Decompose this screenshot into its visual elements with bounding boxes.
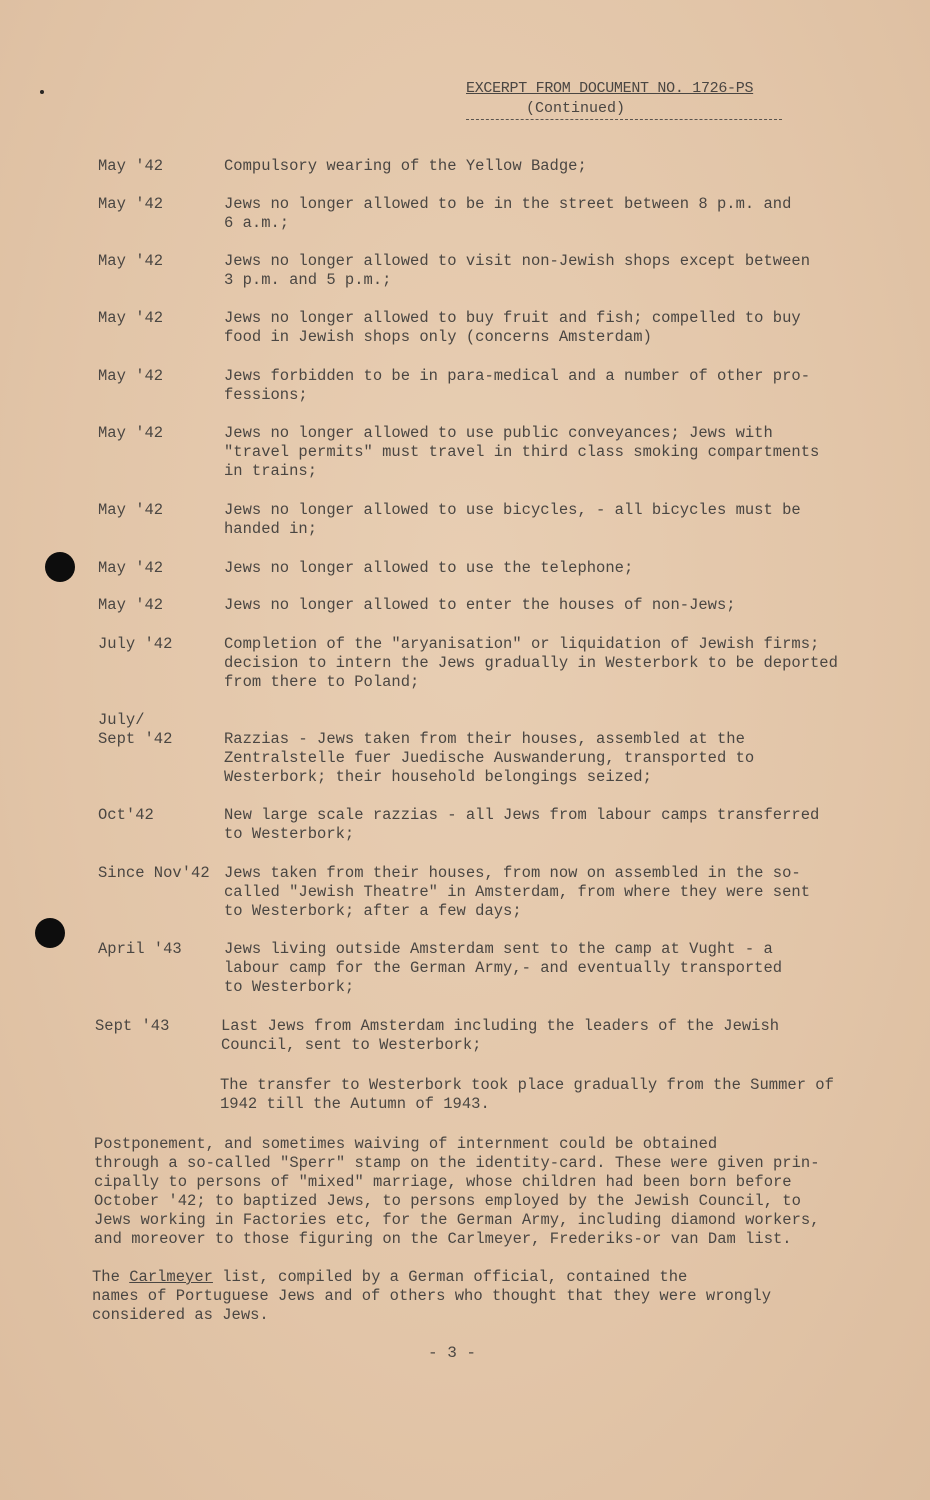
paper-speck [40, 90, 44, 94]
entry-text: Jews living outside Amsterdam sent to the camp at Vught - a labour camp for the German Army,- and eventually transported to Westerbork; [224, 940, 783, 996]
header-subtitle: (Continued) [466, 99, 782, 120]
carlmeyer-rest: list, compiled by a German official, contained the names of Portuguese Jews and of others who thought that they were wrongly considered as Jews. [92, 1268, 772, 1324]
timeline-entry [98, 940, 868, 997]
entry-date: May '42 [98, 309, 164, 327]
page-number: - 3 - [428, 1344, 477, 1362]
entry-date: Since Nov'42 [98, 864, 210, 882]
entry-date: July '42 [98, 635, 173, 653]
entry-date: July/ Sept '42 [98, 711, 173, 748]
timeline-entry [98, 864, 868, 921]
entry-text: Jews no longer allowed to buy fruit and fish; compelled to buy food in Jewish shops only (concerns Amsterdam) [224, 309, 801, 346]
transfer-note: The transfer to Westerbork took place gradually from the Summer of 1942 till the Autumn of 1943. [220, 1076, 834, 1113]
timeline-entry [98, 367, 868, 405]
timeline-entry [98, 501, 868, 539]
entry-date: May '42 [98, 559, 164, 577]
timeline-entry [98, 309, 868, 347]
entry-date: May '42 [98, 501, 164, 519]
entry-date: May '42 [98, 424, 164, 442]
entry-date: April '43 [98, 940, 182, 958]
timeline-entry [95, 1017, 865, 1055]
entry-text: Jews no longer allowed to visit non-Jewish shops except between 3 p.m. and 5 p.m.; [224, 252, 810, 289]
entry-text: Jews no longer allowed to use the telephone; [224, 559, 634, 577]
entry-date: May '42 [98, 596, 164, 614]
carlmeyer-paragraph [92, 1268, 882, 1325]
timeline-entry [98, 711, 868, 787]
timeline-entry [98, 559, 868, 578]
entry-text: Jews no longer allowed to be in the street between 8 p.m. and 6 a.m.; [224, 195, 792, 232]
timeline-entry [98, 635, 868, 692]
timeline-entry [98, 195, 868, 233]
timeline-entry [98, 596, 868, 615]
document-header [466, 79, 786, 120]
entry-text: Jews no longer allowed to use bicycles, - all bicycles must be handed in; [224, 501, 801, 538]
timeline-entry [98, 424, 868, 481]
entry-date: May '42 [98, 157, 164, 175]
entry-text: Jews forbidden to be in para-medical and a number of other pro- fessions; [224, 367, 810, 404]
entry-date: May '42 [98, 367, 164, 385]
carlmeyer-name: Carlmeyer [129, 1268, 213, 1286]
punch-hole-top [45, 552, 75, 582]
header-title: EXCERPT FROM DOCUMENT NO. 1726-PS [466, 80, 754, 97]
entry-text: Jews no longer allowed to use public conveyances; Jews with "travel permits" must travel in third class smoking compartments in trains; [224, 424, 820, 480]
entry-date: May '42 [98, 252, 164, 270]
entry-text: Completion of the "aryanisation" or liquidation of Jewish firms; decision to intern the Jews gradually in Westerbork to be deported from there to Poland; [224, 635, 838, 691]
timeline-entry [98, 252, 868, 290]
postponement-paragraph: Postponement, and sometimes waiving of internment could be obtained through a so-called "Sperr" stamp on the identity-card. These were given prin- cipally to persons of "mixed" marriage, whose children had been born before October '42; to baptized Jews, to persons employed by the Jewish Council, to Jews working in Factories etc, for the German Army, including diamond workers, and moreover to those figuring on the Carlmeyer, Frederiks-or van Dam list. [94, 1135, 820, 1248]
entry-text: Compulsory wearing of the Yellow Badge; [224, 157, 587, 175]
entry-text: Razzias - Jews taken from their houses, assembled at the Zentralstelle fuer Juedische Auswanderung, transported to Westerbork; their household belongings seized; [224, 730, 755, 786]
entry-date: May '42 [98, 195, 164, 213]
punch-hole-bottom [35, 918, 65, 948]
entry-text: New large scale razzias - all Jews from labour camps transferred to Westerbork; [224, 806, 820, 843]
entry-text: Last Jews from Amsterdam including the leaders of the Jewish Council, sent to Westerbork; [221, 1017, 780, 1054]
entry-text: Jews taken from their houses, from now on assembled in the so- called "Jewish Theatre" in Amsterdam, from where they were sent to Westerbork; after a few days; [224, 864, 810, 920]
entry-text: Jews no longer allowed to enter the houses of non-Jews; [224, 596, 736, 614]
carlmeyer-lead: The [92, 1268, 130, 1286]
timeline-entry [98, 157, 868, 176]
entry-date: Oct'42 [98, 806, 154, 824]
entry-date: Sept '43 [95, 1017, 170, 1035]
timeline-entry [98, 806, 868, 844]
